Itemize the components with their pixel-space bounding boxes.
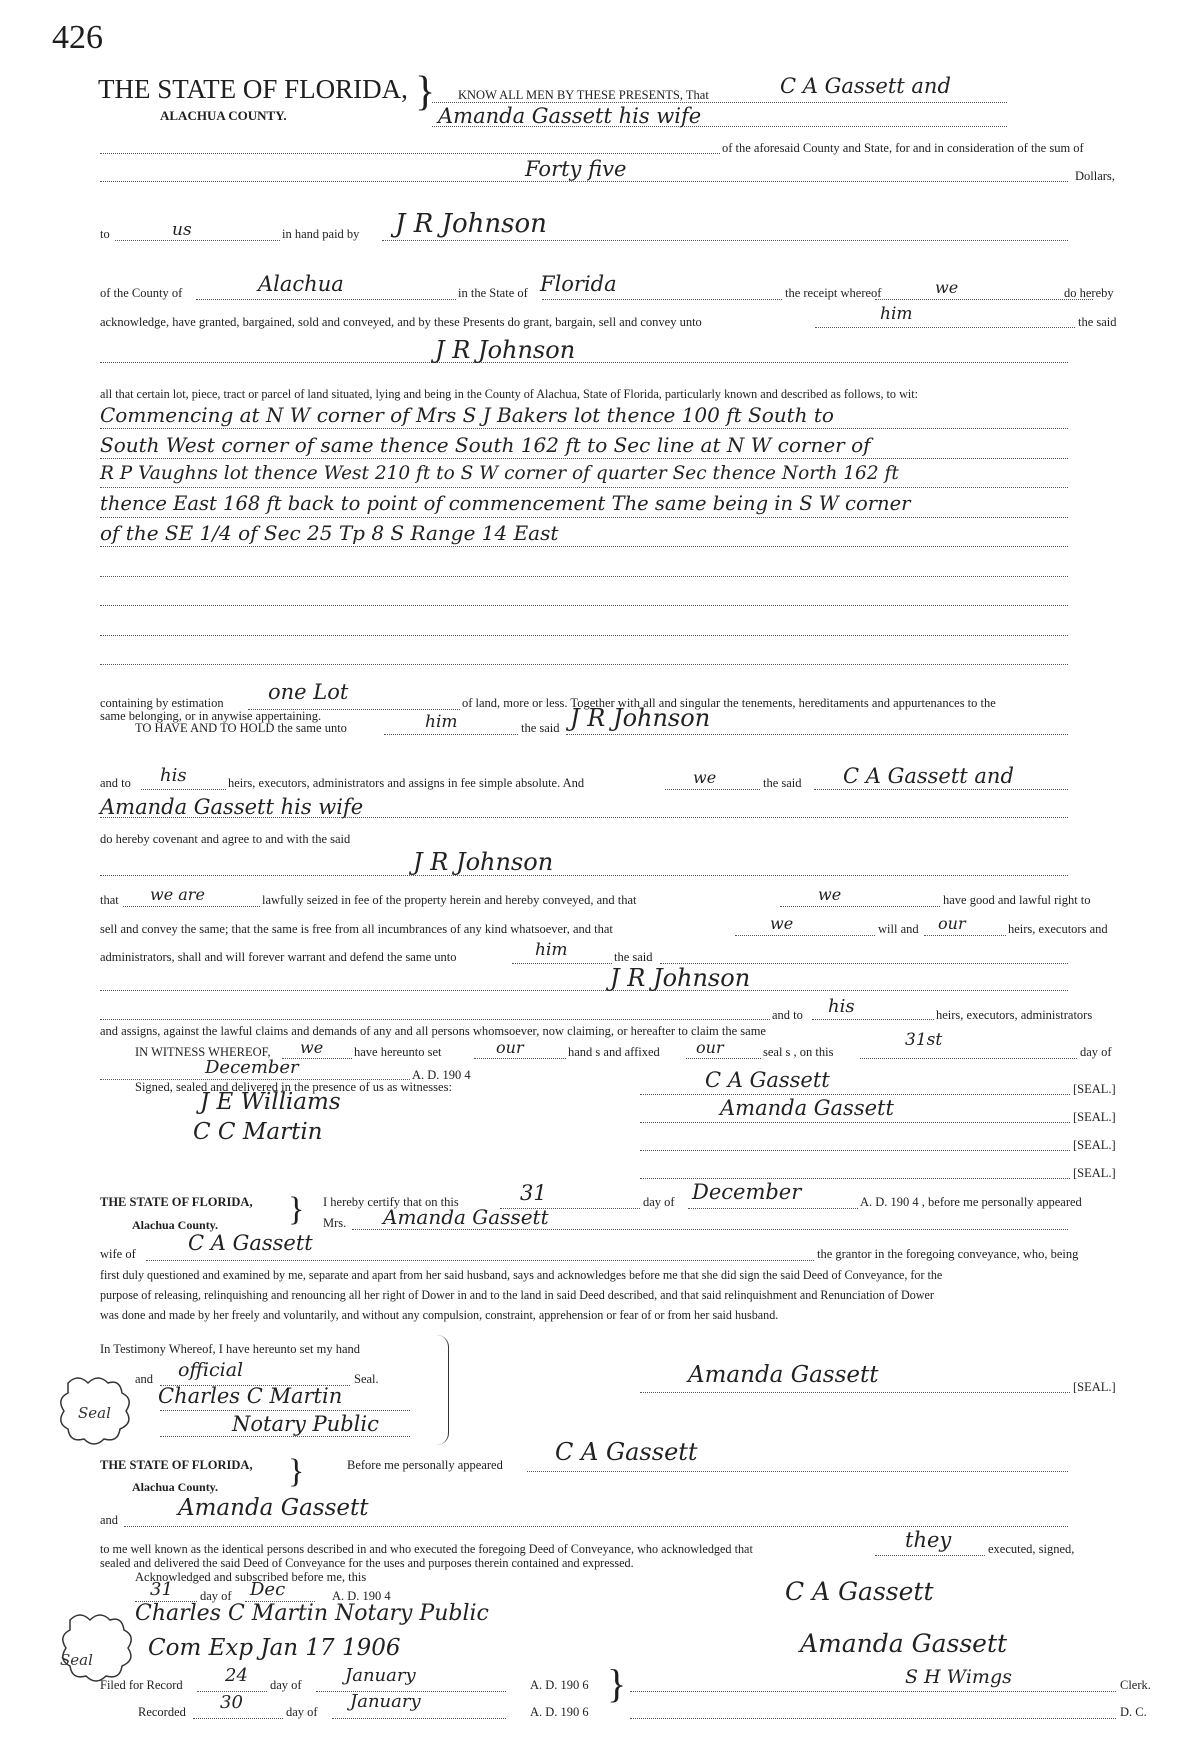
rec-day-hw: 30 bbox=[220, 1692, 243, 1713]
sealed-delivered: sealed and delivered the said Deed of Conveyance for the uses and purposes therein contained and expressed. bbox=[100, 1556, 634, 1570]
admin-hw: him bbox=[535, 940, 568, 960]
wife-of: wife of bbox=[100, 1247, 136, 1261]
line bbox=[160, 1436, 410, 1437]
and-assigns: and assigns, against the lawful claims and demands of any and all persons whomsoever, now claiming, or hereafter to claim the same bbox=[100, 1024, 766, 1038]
line bbox=[100, 362, 1068, 363]
ack-both-day-hw: 31 bbox=[150, 1579, 173, 1600]
ack-day-hw: 31 bbox=[520, 1181, 547, 1205]
mrs-hw: Amanda Gassett bbox=[383, 1205, 549, 1229]
of-land: of land, more or less. Together with all and singular the tenements, hereditaments and appurtenances to the bbox=[462, 696, 996, 710]
line bbox=[630, 1718, 1116, 1719]
line bbox=[814, 789, 1068, 790]
clerk-label: Clerk. bbox=[1120, 1678, 1151, 1692]
line bbox=[124, 1526, 1068, 1527]
ack-both-sig2: Amanda Gassett bbox=[800, 1629, 1008, 1658]
line bbox=[332, 1718, 506, 1719]
ack-ad: A. D. 190 4 , before me personally appeared bbox=[860, 1195, 1082, 1209]
will-and: will and bbox=[878, 922, 919, 936]
line bbox=[100, 458, 1068, 459]
line bbox=[100, 605, 1068, 606]
grantor-hw2: Amanda Gassett his wife bbox=[438, 104, 702, 128]
notary-seal-icon bbox=[48, 1373, 143, 1448]
brace: } bbox=[607, 1661, 627, 1706]
testimony-and: and bbox=[135, 1372, 154, 1386]
line bbox=[141, 789, 226, 790]
do-covenant: do hereby covenant and agree to and with the said bbox=[100, 832, 351, 846]
rec-month-hw: January bbox=[350, 1691, 421, 1712]
grantor-signature: C A Gassett bbox=[705, 1068, 830, 1092]
line bbox=[382, 240, 1068, 241]
and-to: and to bbox=[100, 776, 131, 790]
county-hw: Alachua bbox=[258, 272, 344, 296]
husband-hw: C A Gassett bbox=[188, 1231, 313, 1255]
heirs-exec-3: heirs, executors, administrators bbox=[936, 1008, 1093, 1022]
day-of: day of bbox=[1080, 1045, 1112, 1059]
lawfully-seized: lawfully seized in fee of the property herein and hereby conveyed, and that bbox=[262, 893, 637, 907]
of-aforesaid: of the aforesaid County and State, for and in consideration of the sum of bbox=[722, 141, 1084, 155]
notary-signature: Charles C Martin bbox=[158, 1384, 343, 1408]
seal-label: [SEAL.] bbox=[1073, 1110, 1116, 1124]
mrs: Mrs. bbox=[323, 1216, 347, 1230]
hand-affixed: hand s and affixed bbox=[568, 1045, 660, 1059]
containing: containing by estimation bbox=[100, 696, 224, 710]
ack-body-line: purpose of releasing, relinquishing and renouncing all her right of Dower in and to the land in said Deed described, and that said relinquishment and Renunciation of Dower bbox=[100, 1288, 934, 1302]
paid-by-hw: J R Johnson bbox=[395, 209, 547, 239]
brace: } bbox=[415, 69, 436, 115]
sum-hw: Forty five bbox=[525, 157, 627, 181]
filed-month-hw: January bbox=[345, 1665, 416, 1686]
ack-both-and-hw: Amanda Gassett bbox=[178, 1495, 369, 1521]
same-belonging: same belonging, or in anywise appertaining. bbox=[100, 709, 322, 723]
description-line: Commencing at N W corner of Mrs S J Bakers lot thence 100 ft South to bbox=[100, 403, 834, 427]
dollars: Dollars, bbox=[1075, 169, 1115, 183]
line bbox=[100, 990, 1068, 991]
line bbox=[860, 1058, 1077, 1059]
appeared-hw: C A Gassett bbox=[555, 1438, 698, 1466]
well-known: to me well known as the identical persons described in and who executed the foregoing Deed of Conveyance, who acknowledged that bbox=[100, 1542, 753, 1556]
executed-signed: executed, signed, bbox=[988, 1542, 1075, 1556]
seal-on-this: seal s , on this bbox=[763, 1045, 834, 1059]
line bbox=[193, 1718, 283, 1719]
svg-text:Seal: Seal bbox=[60, 1651, 93, 1669]
com-exp: Com Exp Jan 17 1906 bbox=[148, 1635, 401, 1661]
clerk-hw: S H Wimgs bbox=[905, 1666, 1012, 1688]
ack-body-line: was done and made by her freely and voluntarily, and without any compulsion, constraint, apprehension or fear of or from her said husband. bbox=[100, 1308, 779, 1322]
and-to-2-hw: his bbox=[828, 996, 855, 1017]
line bbox=[640, 1392, 1070, 1393]
grantor-signature: Amanda Gassett bbox=[720, 1096, 894, 1120]
line bbox=[630, 1691, 1116, 1692]
witness-hw: we bbox=[300, 1038, 324, 1057]
description-line: South West corner of same thence South 162 ft to Sec line at N W corner of bbox=[100, 433, 871, 457]
ack-both-and: and bbox=[100, 1513, 119, 1527]
acknowledge: acknowledge, have granted, bargained, sold and conveyed, and by these Presents do grant, bargain, sell and convey unto bbox=[100, 315, 702, 329]
the-said-3: the said bbox=[763, 776, 802, 790]
description-line: thence East 168 ft back to point of commencement The same being in S W corner bbox=[100, 492, 911, 515]
seal-label: [SEAL.] bbox=[1073, 1380, 1116, 1394]
notary-seal-icon bbox=[50, 1610, 145, 1685]
have-good: have good and lawful right to bbox=[943, 893, 1091, 907]
line bbox=[688, 1208, 858, 1209]
line bbox=[100, 664, 1068, 665]
defend-grantee-hw: J R Johnson bbox=[610, 964, 751, 992]
line bbox=[146, 1260, 814, 1261]
svg-text:Seal: Seal bbox=[78, 1404, 111, 1422]
affixed-hw: our bbox=[696, 1038, 724, 1057]
acknowledged-subscribed: Acknowledged and subscribed before me, this bbox=[135, 1570, 367, 1584]
set-hw: our bbox=[496, 1038, 524, 1057]
line bbox=[815, 327, 1075, 328]
covenant-grantee-hw: J R Johnson bbox=[413, 848, 554, 876]
the-said-4: the said bbox=[614, 950, 653, 964]
line bbox=[100, 428, 1068, 429]
county-heading: ALACHUA COUNTY. bbox=[160, 108, 287, 123]
rec-day-of: day of bbox=[286, 1705, 318, 1719]
line bbox=[100, 487, 1068, 488]
the-said: the said bbox=[1078, 315, 1117, 329]
filed-day-hw: 24 bbox=[225, 1665, 248, 1686]
seal-label: [SEAL.] bbox=[1073, 1082, 1116, 1096]
grantor-text: the grantor in the foregoing conveyance, who, being bbox=[817, 1247, 1079, 1261]
ack-both-month-hw: Dec bbox=[250, 1579, 286, 1600]
official-hw: official bbox=[178, 1359, 244, 1381]
ack-wife-county: Alachua County. bbox=[132, 1218, 219, 1232]
filed-day-of: day of bbox=[270, 1678, 302, 1692]
and-hw: we bbox=[693, 768, 717, 787]
witness-signature: J E Williams bbox=[200, 1089, 341, 1115]
notary-title: Notary Public bbox=[232, 1412, 379, 1436]
that: that bbox=[100, 893, 119, 907]
receipt-hw: we bbox=[935, 278, 959, 297]
covenant-grantor-hw2: Amanda Gassett his wife bbox=[100, 795, 364, 819]
of-county-of: of the County of bbox=[100, 286, 183, 300]
line bbox=[100, 875, 1068, 876]
do-hereby: do hereby bbox=[1064, 286, 1114, 300]
have-hereunto: have hereunto set bbox=[354, 1045, 442, 1059]
and-to-hw: his bbox=[160, 765, 187, 786]
line bbox=[875, 1555, 985, 1556]
line bbox=[542, 299, 782, 300]
covenant-grantor-hw: C A Gassett and bbox=[843, 764, 1014, 788]
before-me: Before me personally appeared bbox=[347, 1458, 503, 1472]
line bbox=[100, 153, 720, 154]
grantor-hw: C A Gassett and bbox=[780, 74, 951, 98]
to-label: to bbox=[100, 227, 110, 241]
filed-for-record: Filed for Record bbox=[100, 1678, 183, 1692]
sell-convey: sell and convey the same; that the same is free from all incumbrances of any kind whatsoever, and that bbox=[100, 922, 613, 936]
line bbox=[196, 299, 456, 300]
to-have: TO HAVE AND TO HOLD the same unto bbox=[135, 721, 347, 735]
brace: } bbox=[288, 1191, 305, 1228]
ack-both-notary: Charles C Martin Notary Public bbox=[135, 1601, 489, 1626]
line bbox=[640, 1122, 1070, 1123]
seal-label: [SEAL.] bbox=[1073, 1166, 1116, 1180]
in-witness: IN WITNESS WHEREOF, bbox=[135, 1045, 271, 1059]
rec-ad: A. D. 190 6 bbox=[530, 1705, 589, 1719]
have-hw: him bbox=[425, 712, 458, 732]
line bbox=[780, 906, 940, 907]
line bbox=[100, 1019, 770, 1020]
line bbox=[100, 181, 1068, 182]
description-line: R P Vaughns lot thence West 210 ft to S W corner of quarter Sec thence North 162 ft bbox=[100, 463, 899, 484]
brace: } bbox=[288, 1453, 305, 1490]
line bbox=[352, 1229, 1068, 1230]
all-that: all that certain lot, piece, tract or parcel of land situated, lying and being in the County of Alachua, State of Florida, particularly known and described as follows, to wit: bbox=[100, 387, 919, 401]
in-state-of: in the State of bbox=[458, 286, 528, 300]
have-grantee-hw: J R Johnson bbox=[570, 704, 711, 732]
wife-signature: Amanda Gassett bbox=[688, 1362, 879, 1388]
receipt-whereof: the receipt whereof bbox=[785, 286, 882, 300]
line bbox=[512, 963, 612, 964]
line bbox=[566, 734, 1068, 735]
ack-both-ad: A. D. 190 4 bbox=[332, 1589, 391, 1603]
in-hand-paid: in hand paid by bbox=[282, 227, 360, 241]
line bbox=[100, 546, 1068, 547]
line bbox=[384, 734, 518, 735]
line bbox=[640, 1094, 1070, 1095]
ack-both-day-of: day of bbox=[200, 1589, 232, 1603]
ack-wife-state: THE STATE OF FLORIDA, bbox=[100, 1195, 253, 1209]
state-heading: THE STATE OF FLORIDA, bbox=[98, 74, 408, 104]
lawfully-hw: we bbox=[818, 885, 842, 904]
line bbox=[527, 1471, 1068, 1472]
to-hw: us bbox=[172, 220, 192, 240]
ack-both-state: THE STATE OF FLORIDA, bbox=[100, 1458, 253, 1472]
line bbox=[160, 1410, 410, 1411]
administrators: administrators, shall and will forever warrant and defend the same unto bbox=[100, 950, 457, 964]
unto-hw: him bbox=[880, 304, 913, 324]
ack-month-hw: December bbox=[692, 1180, 802, 1204]
heirs-exec-2: heirs, executors and bbox=[1008, 922, 1108, 936]
line bbox=[812, 1019, 934, 1020]
ack-body-line: first duly questioned and examined by me, separate and apart from her said husband, says and acknowledges before me that she did sign the said Deed of Conveyance, for the bbox=[100, 1268, 943, 1282]
line bbox=[100, 635, 1068, 636]
will-hw: our bbox=[938, 914, 966, 933]
estimation-hw: one Lot bbox=[268, 680, 349, 704]
ack-both-county: Alachua County. bbox=[132, 1480, 219, 1494]
that-hw: we are bbox=[150, 885, 205, 904]
line bbox=[640, 1150, 1070, 1151]
line bbox=[640, 1178, 1070, 1179]
ack-day-of: day of bbox=[643, 1195, 675, 1209]
know-all-men: KNOW ALL MEN BY THESE PRESENTS, That bbox=[458, 88, 709, 102]
month-hw: December bbox=[205, 1057, 299, 1078]
ack-both-sig1: C A Gassett bbox=[785, 1577, 934, 1606]
line bbox=[100, 576, 1068, 577]
day-hw: 31st bbox=[905, 1030, 943, 1050]
bracket bbox=[436, 1335, 449, 1445]
filed-ad: A. D. 190 6 bbox=[530, 1678, 589, 1692]
they-hw: they bbox=[905, 1528, 952, 1552]
grantee-hw: J R Johnson bbox=[435, 336, 576, 364]
seal-word: Seal. bbox=[354, 1372, 379, 1386]
description-line: of the SE 1/4 of Sec 25 Tp 8 S Range 14 East bbox=[100, 521, 559, 545]
dc-label: D. C. bbox=[1120, 1705, 1147, 1719]
heirs-exec: heirs, executors, administrators and assigns in fee simple absolute. And bbox=[228, 776, 585, 790]
ad-1904: A. D. 190 4 bbox=[412, 1068, 471, 1082]
certify: I hereby certify that on this bbox=[323, 1195, 459, 1209]
line bbox=[432, 126, 1007, 127]
testimony: In Testimony Whereof, I have hereunto set my hand bbox=[100, 1342, 361, 1356]
line bbox=[875, 299, 1093, 300]
witness-signature: C C Martin bbox=[193, 1119, 323, 1145]
line bbox=[432, 102, 1007, 103]
signed-sealed: Signed, sealed and delivered in the presence of us as witnesses: bbox=[135, 1080, 452, 1094]
line bbox=[115, 240, 280, 241]
page-number: 426 bbox=[52, 19, 103, 56]
recorded: Recorded bbox=[138, 1705, 186, 1719]
seal-label: [SEAL.] bbox=[1073, 1138, 1116, 1152]
and-to-2: and to bbox=[772, 1008, 803, 1022]
line bbox=[100, 517, 1068, 518]
sell-hw: we bbox=[770, 914, 794, 933]
the-said-2: the said bbox=[521, 721, 560, 735]
state-hw: Florida bbox=[540, 272, 617, 296]
line bbox=[735, 935, 875, 936]
